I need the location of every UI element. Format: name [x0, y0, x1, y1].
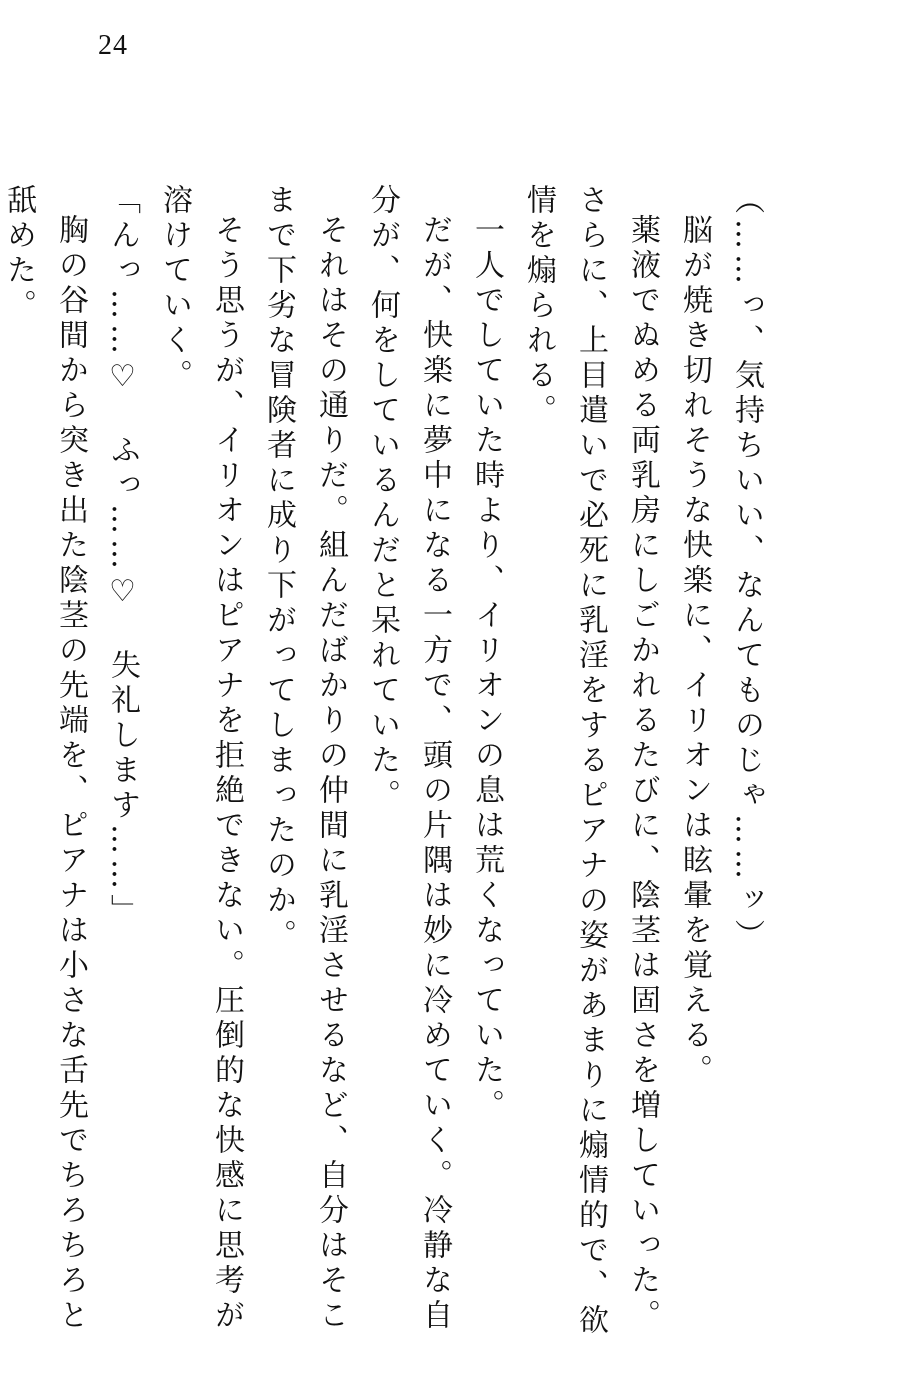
paragraph-5: だが、快楽に夢中になる一方で、頭の片隅は妙に冷めていく。冷静な自分が、何をしているんだと呆れていた。: [365, 184, 452, 1334]
vertical-body-text: [0, 184, 772, 1364]
paragraph-3: 薬液でぬめる両乳房にしごかれるたびに、陰茎は固さを増していった。さらに、上目遣いで必死に乳淫をするピアナの姿があまりに煽情的で、欲情を煽られる。: [521, 184, 660, 1339]
paragraph-4: 一人でしていた時より、イリオンの息は荒くなっていた。: [469, 214, 504, 1124]
paragraph-7: そう思うが、イリオンはピアナを拒絶できない。圧倒的な快感に思考が溶けていく。: [157, 184, 244, 1334]
page-number: 24: [98, 30, 128, 61]
paragraph-1: （……っ、気持ちいい、なんてものじゃ……ッ）: [729, 184, 764, 954]
paragraph-8: 「んっ……♡ ふっ……♡ 失礼します……」: [105, 184, 140, 929]
paragraph-9: 胸の谷間から突き出た陰茎の先端を、ピアナは小さな舌先でちろちろと舐めた。: [1, 184, 88, 1334]
paragraph-2: 脳が焼き切れそうな快楽に、イリオンは眩暈を覚える。: [677, 214, 712, 1089]
paragraph-6: それはその通りだ。組んだばかりの仲間に乳淫させるなど、自分はそこまで下劣な冒険者に成り下がってしまったのか。: [261, 184, 348, 1334]
